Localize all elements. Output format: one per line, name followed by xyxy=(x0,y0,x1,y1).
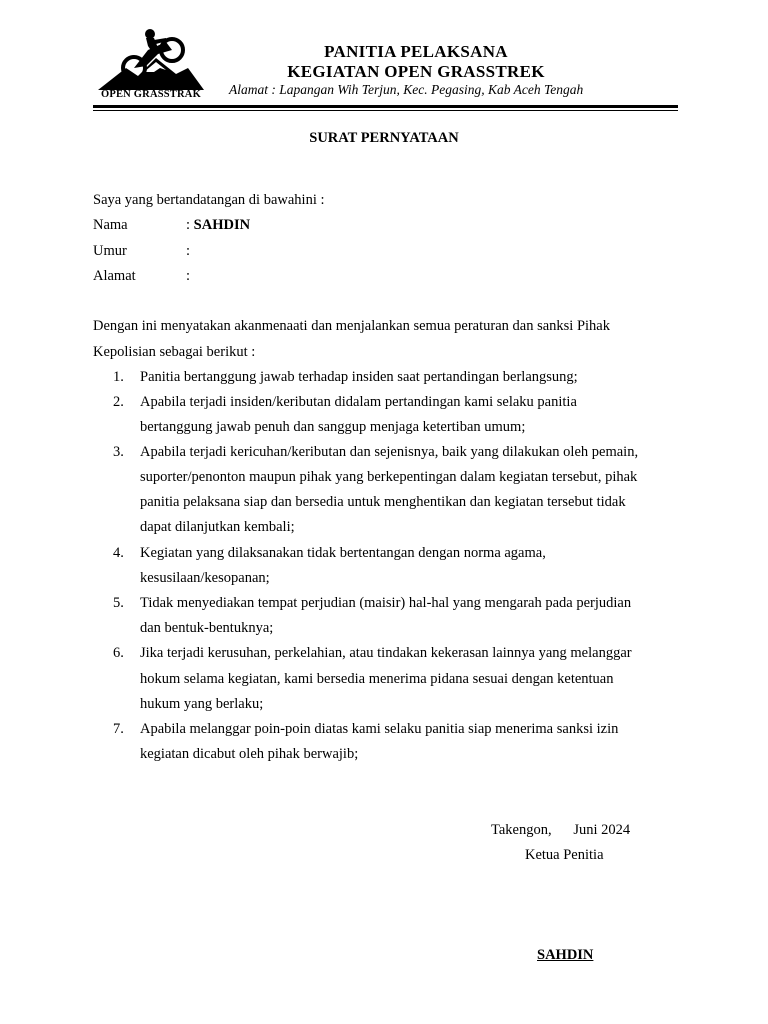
list-item-number: 4. xyxy=(113,545,124,561)
list-item-text: hokum selama kegiatan, kami bersedia menerima pidana sesuai dengan ketentuan xyxy=(140,671,614,687)
letterhead-title-line2: KEGIATAN OPEN GRASSTREK xyxy=(287,62,545,81)
list-item-text: panitia pelaksana siap dan bersedia untuk menghentikan dan kegiatan tersebut tidak xyxy=(140,494,626,510)
document-title: SURAT PERNYATAAN xyxy=(309,130,459,146)
letterhead-divider-thick xyxy=(93,105,678,108)
list-item-text: Apabila terjadi insiden/keributan didalam pertandingan kami selaku panitia xyxy=(140,394,577,410)
field-umur: : xyxy=(186,243,191,259)
list-item-text: dan bentuk-bentuknya; xyxy=(140,620,274,636)
letterhead-address: Alamat : Lapangan Wih Terjun, Kec. Pegasing, Kab Aceh Tengah xyxy=(229,82,584,97)
list-item-text: kesusilaan/kesopanan; xyxy=(140,570,270,586)
list-item-text: Panitia bertanggung jawab terhadap insiden saat pertandingan berlangsung; xyxy=(140,369,578,385)
list-item-text: kegiatan dicabut oleh pihak berwajib; xyxy=(140,746,359,762)
statement-line2: Kepolisian sebagai berikut : xyxy=(93,344,256,360)
statement-line1: Dengan ini menyatakan akanmenaati dan menjalankan semua peraturan dan sanksi Pihak xyxy=(93,318,610,334)
list-item-text: Tidak menyediakan tempat perjudian (maisir) hal-hal yang mengarah pada perjudian xyxy=(140,595,632,611)
letterhead-title-line1: PANITIA PELAKSANA xyxy=(324,42,508,61)
intro-text: Saya yang bertandatangan di bawahini : xyxy=(93,192,325,208)
list-item-text: bertanggung jawab penuh dan sanggup menjaga ketertiban umum; xyxy=(140,419,526,435)
list-item-number: 6. xyxy=(113,645,124,661)
list-item-number: 7. xyxy=(113,721,124,737)
list-item-number: 1. xyxy=(113,369,124,385)
motocross-rider-icon xyxy=(96,28,206,92)
event-logo xyxy=(96,28,206,104)
signature-place-date: Takengon, Juni 2024 xyxy=(491,822,631,838)
signature-role: Ketua Penitia xyxy=(525,847,604,863)
list-item-text: Apabila terjadi kericuhan/keributan dan sejenisnya, baik yang dilakukan oleh pemain, xyxy=(140,444,639,460)
list-item-number: 3. xyxy=(113,444,124,460)
list-item-number: 5. xyxy=(113,595,124,611)
field-value-nama: SAHDIN xyxy=(193,217,251,233)
field-label-alamat: Alamat xyxy=(93,268,136,284)
list-item-text: hukum yang berlaku; xyxy=(140,696,264,712)
list-item-text: Jika terjadi kerusuhan, perkelahian, atau tindakan kekerasan lainnya yang melanggar xyxy=(140,645,632,661)
list-item-text: Apabila melanggar poin-poin diatas kami selaku panitia siap menerima sanksi izin xyxy=(140,721,619,737)
logo-text: OPEN GRASSTRAK xyxy=(101,89,201,100)
letterhead-divider-thin xyxy=(93,110,678,111)
field-label-umur: Umur xyxy=(93,243,127,259)
letterhead xyxy=(200,42,632,82)
field-label-nama: Nama xyxy=(93,217,128,233)
signature-name: SAHDIN xyxy=(537,947,594,963)
list-item-text: dapat dilanjutkan kembali; xyxy=(140,519,295,535)
list-item-text: Kegiatan yang dilaksanakan tidak bertentangan dengan norma agama, xyxy=(140,545,546,561)
field-alamat: : xyxy=(186,268,191,284)
field-nama: : SAHDIN xyxy=(186,217,251,233)
list-item-text: suporter/penonton maupun pihak yang berkepentingan dalam kegiatan tersebut, pihak xyxy=(140,469,638,485)
list-item-number: 2. xyxy=(113,394,124,410)
